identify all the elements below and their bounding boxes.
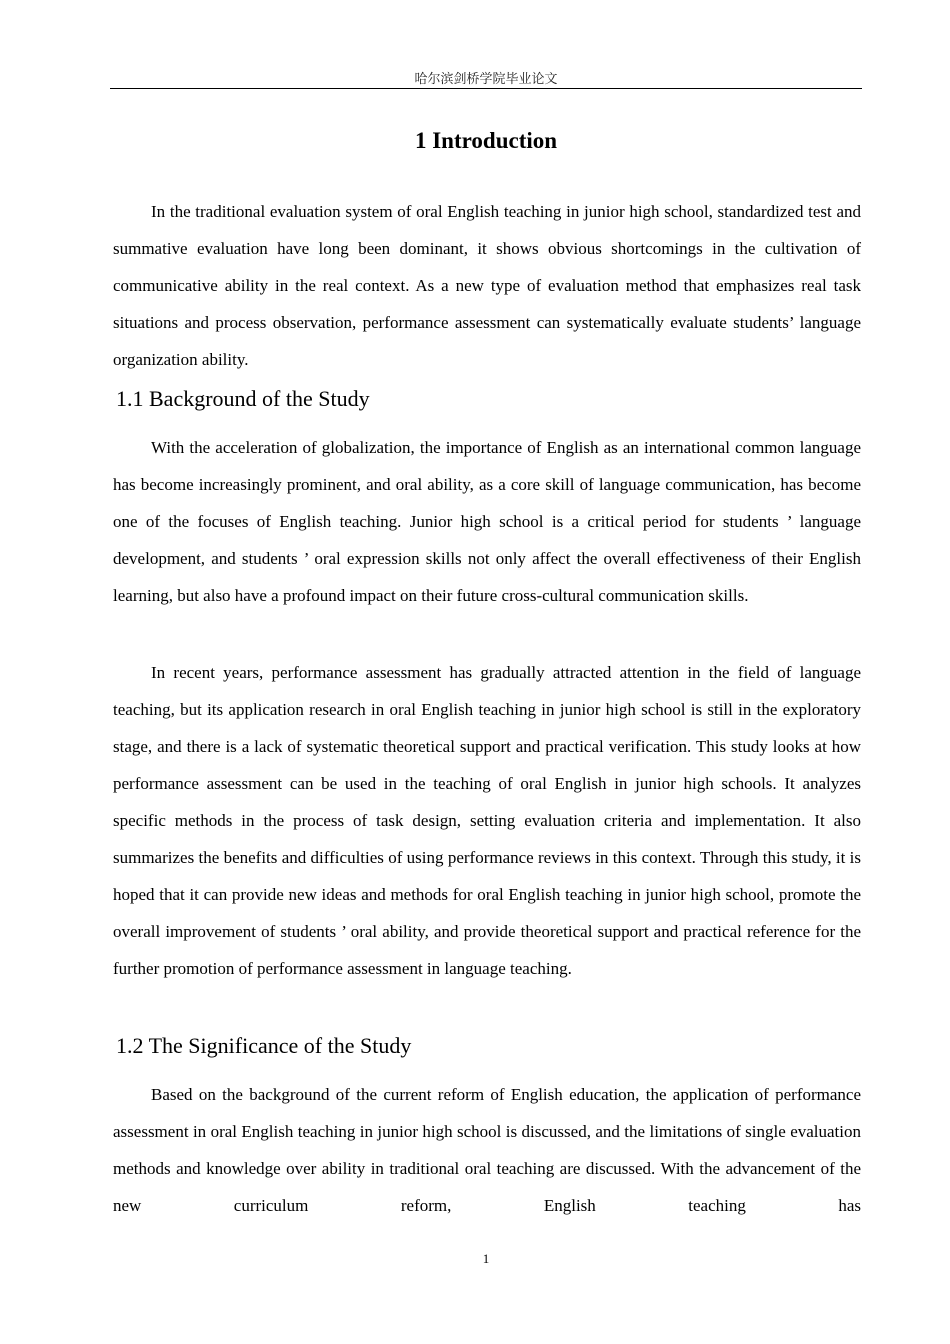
- background-paragraph-1: With the acceleration of globalization, the importance of English as an international common language has become increasingly prominent, and oral ability, as a core skill of language communication, has become one of the focuses of English teaching. Junior high school is a critical period for students ’ language development, and students ’ oral expression skills not only affect the overall effectiveness of their English learning, but also have a profound impact on their future cross-cultural communication skills.: [113, 438, 861, 605]
- page-number: 1: [482, 1251, 490, 1266]
- section-heading-significance: 1.2 The Significance of the Study: [116, 1033, 412, 1058]
- chapter-title: 1 Introduction: [414, 128, 558, 153]
- significance-paragraph-1: Based on the background of the current reform of English education, the application of performance assessment in oral English teaching in junior high school is discussed, and the limitations of single evaluation methods and knowledge over ability in traditional oral teaching are discussed. With the advancement of the new curriculum reform, English teaching has: [113, 1085, 861, 1215]
- section-heading-background: 1.1 Background of the Study: [116, 386, 370, 411]
- background-paragraph-2: In recent years, performance assessment has gradually attracted attention in the field of language teaching, but its application research in oral English teaching in junior high school is still in the exploratory stage, and there is a lack of systematic theoretical support and practical verification. This study looks at how performance assessment can be used in the teaching of oral English in junior high schools. It analyzes specific methods in the process of task design, setting evaluation criteria and implementation. It also summarizes the benefits and difficulties of using performance reviews in this context. Through this study, it is hoped that it can provide new ideas and methods for oral English teaching in junior high school, promote the overall improvement of students ’ oral ability, and provide theoretical support and practical reference for the further promotion of performance assessment in language teaching.: [113, 663, 861, 978]
- running-header: 哈尔滨剑桥学院毕业论文: [414, 72, 558, 87]
- header-rule: [110, 88, 862, 89]
- intro-paragraph: In the traditional evaluation system of oral English teaching in junior high school, standardized test and summative evaluation have long been dominant, it shows obvious shortcomings in the cultivation of communicative ability in the real context. As a new type of evaluation method that emphasizes real task situations and process observation, performance assessment can systematically evaluate students’ language organization ability.: [113, 202, 861, 369]
